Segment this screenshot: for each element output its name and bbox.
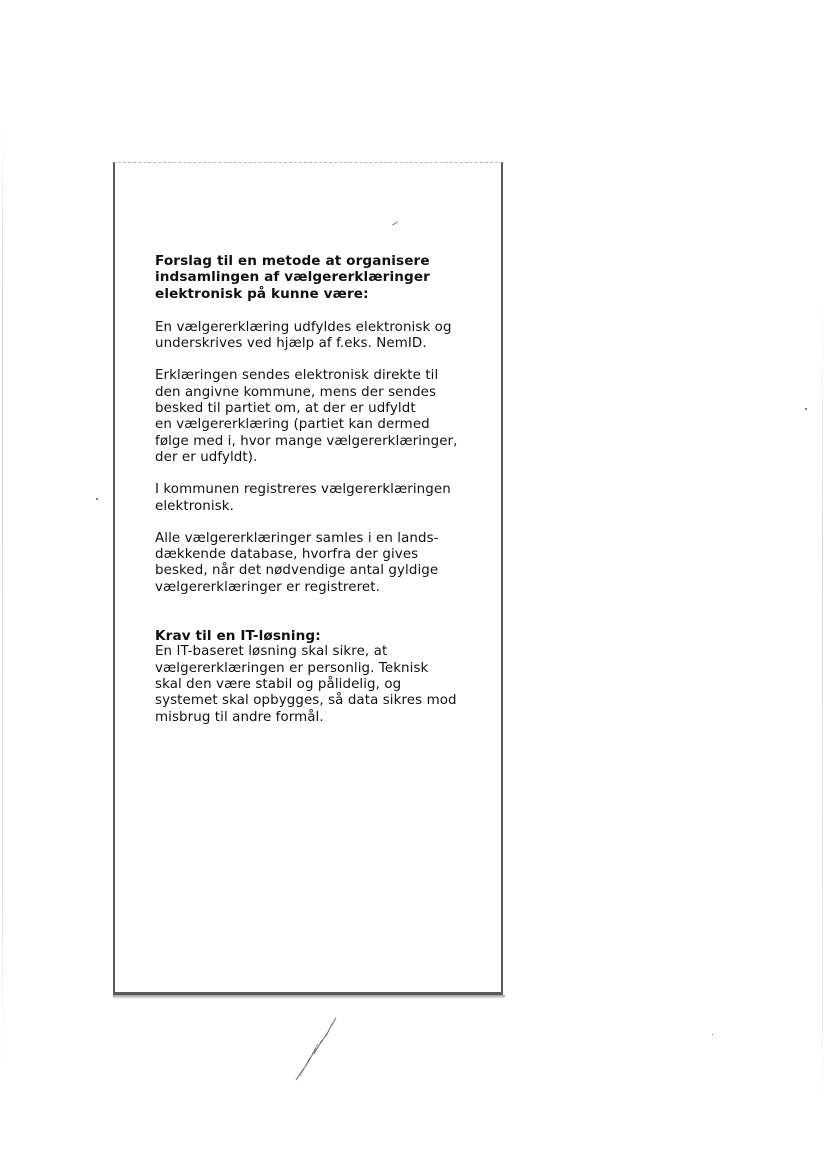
paragraph-municipal-registration: I kommunen registreres vælgererklæringen elektronisk. xyxy=(155,482,451,514)
paragraph-electronic-signing: En vælgererklæring udfyldes elektronisk og underskrives ved hjælp af f.eks. NemID. xyxy=(155,319,452,352)
scan-edge-right xyxy=(822,300,823,1100)
panel-bottom-shadow xyxy=(113,995,505,999)
paragraph-it-requirements: En IT-baseret løsning skal sikre, at vælgererklæringen er personlig. Teknisk skal den være stabil og pålidelig, og systemet skal opbygges, så data sikres mod misbrug til andre formål. xyxy=(155,644,457,725)
scan-speck xyxy=(805,408,807,410)
proposal-heading-line: elektronisk på kunne være: xyxy=(155,285,369,302)
document-content xyxy=(155,253,485,726)
proposal-heading xyxy=(155,253,485,302)
it-requirements-heading: Krav til en IT-løsning: xyxy=(155,628,321,645)
scan-edge-left xyxy=(2,120,3,1070)
scan-speck xyxy=(712,1034,713,1035)
handwritten-stroke-mark xyxy=(292,1010,342,1085)
paragraph-sent-to-municipality: Erklæringen sendes elektronisk direkte til den angivne kommune, mens der sendes besked til partiet om, at der er udfyldt en vælgererklæring (partiet kan dermed følge med i, hvor mange vælgererklæringer, der er udfyldt). xyxy=(155,368,458,465)
scan-speck xyxy=(96,498,98,500)
proposal-heading-line: Forslag til en metode at organisere xyxy=(155,253,430,269)
proposal-heading-line: indsamlingen af vælgererklæringer xyxy=(155,269,430,286)
paragraph-national-database: Alle vælgererklæringer samles i en lands- dækkende database, hvorfra der gives besked, når det nødvendige antal gyldige vælgererklæringer er registreret. xyxy=(155,530,439,595)
